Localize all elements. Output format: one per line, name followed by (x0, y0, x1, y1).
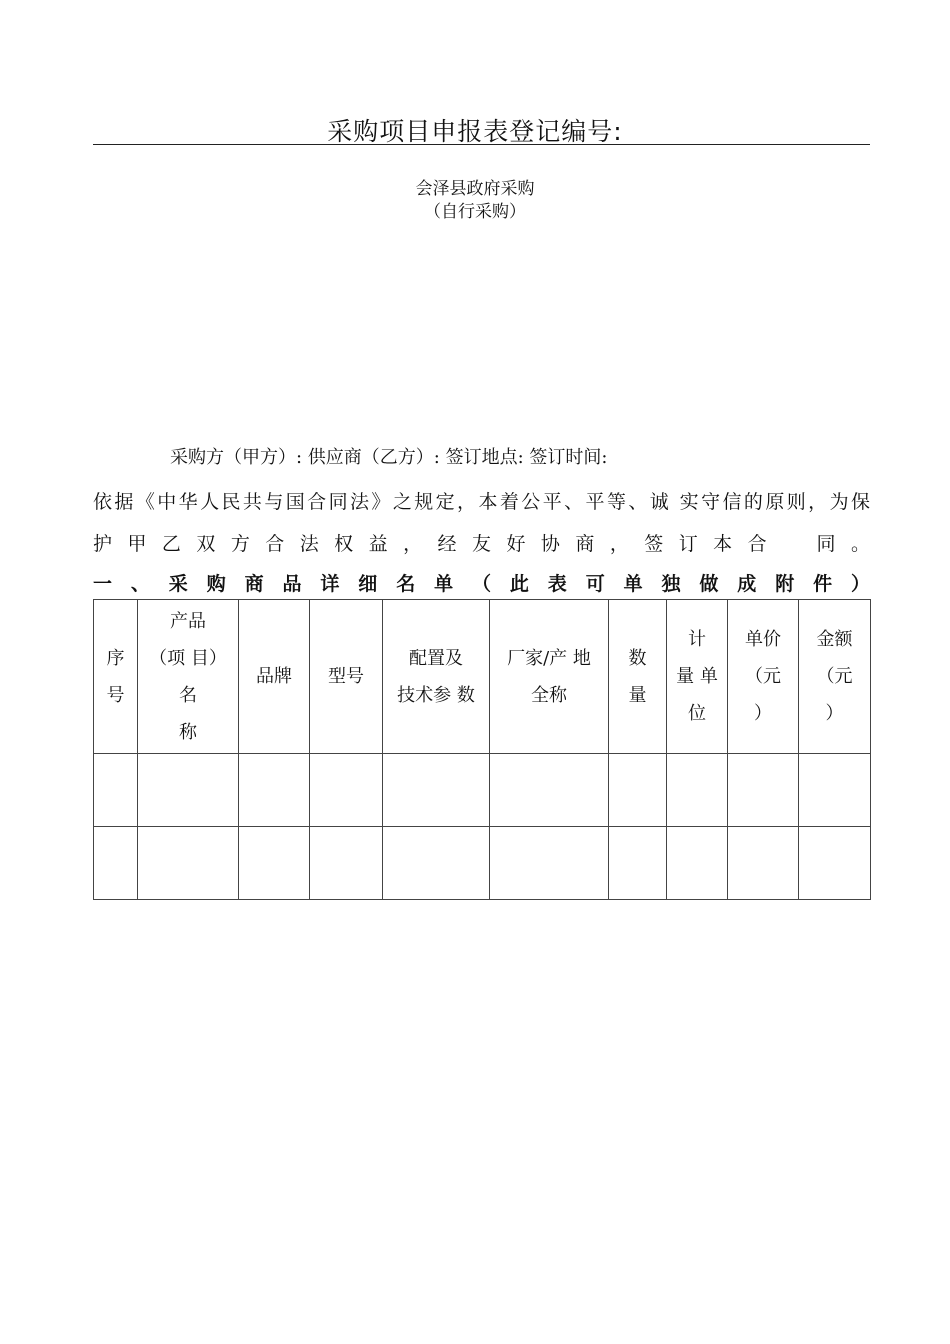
table-cell[interactable] (239, 827, 310, 900)
table-cell[interactable] (667, 754, 728, 827)
table-header-row (94, 600, 871, 754)
item-list-table (93, 599, 871, 900)
table-cell[interactable] (609, 827, 667, 900)
header-product-name: 产品 （项 目） 名 称 (138, 600, 239, 754)
header-unit-price: 单价 （元 ） (728, 600, 799, 754)
header-unit: 计 量 单 位 (667, 600, 728, 754)
table-row (94, 754, 871, 827)
parties-line: 采购方（甲方）: 供应商（乙方）: 签订地点: 签订时间: (170, 447, 608, 468)
header-configuration: 配置及 技术参 数 (383, 600, 490, 754)
contract-paragraph-line-2: 护 甲 乙 双 方 合 法 权 益 ， 经 友 好 协 商 ， 签 订 本 合 同 。 (93, 533, 870, 555)
table-cell[interactable] (490, 827, 609, 900)
header-model: 型号 (310, 600, 383, 754)
contract-paragraph-line-1: 依据《中华人民共与国合同法》之规定，本着公平、平等、诚 实守信的原则，为保 (93, 491, 870, 513)
table-cell[interactable] (728, 827, 799, 900)
table-cell[interactable] (94, 827, 138, 900)
table-cell[interactable] (799, 827, 871, 900)
table-cell[interactable] (138, 827, 239, 900)
table-cell[interactable] (138, 754, 239, 827)
table-cell[interactable] (799, 754, 871, 827)
table-cell[interactable] (667, 827, 728, 900)
table-cell[interactable] (383, 754, 490, 827)
header-manufacturer: 厂家/产 地 全称 (490, 600, 609, 754)
table-cell[interactable] (490, 754, 609, 827)
table-cell[interactable] (310, 827, 383, 900)
subtitle-procurement-type: （自行采购） (424, 202, 526, 222)
table-cell[interactable] (728, 754, 799, 827)
header-quantity: 数 量 (609, 600, 667, 754)
subtitle-organization: 会泽县政府采购 (415, 179, 535, 199)
table-cell[interactable] (310, 754, 383, 827)
table-cell[interactable] (94, 754, 138, 827)
header-brand: 品牌 (239, 600, 310, 754)
table-cell[interactable] (383, 827, 490, 900)
table-cell[interactable] (609, 754, 667, 827)
title-underline (93, 144, 870, 145)
header-serial-number: 序 号 (94, 600, 138, 754)
table-row (94, 827, 871, 900)
section-heading: 一 、 采 购 商 品 详 细 名 单 （ 此 表 可 单 独 做 成 附 件 ） (93, 573, 870, 595)
table-cell[interactable] (239, 754, 310, 827)
page-title: 采购项目申报表登记编号: (327, 117, 623, 146)
header-amount: 金额 （元 ） (799, 600, 871, 754)
